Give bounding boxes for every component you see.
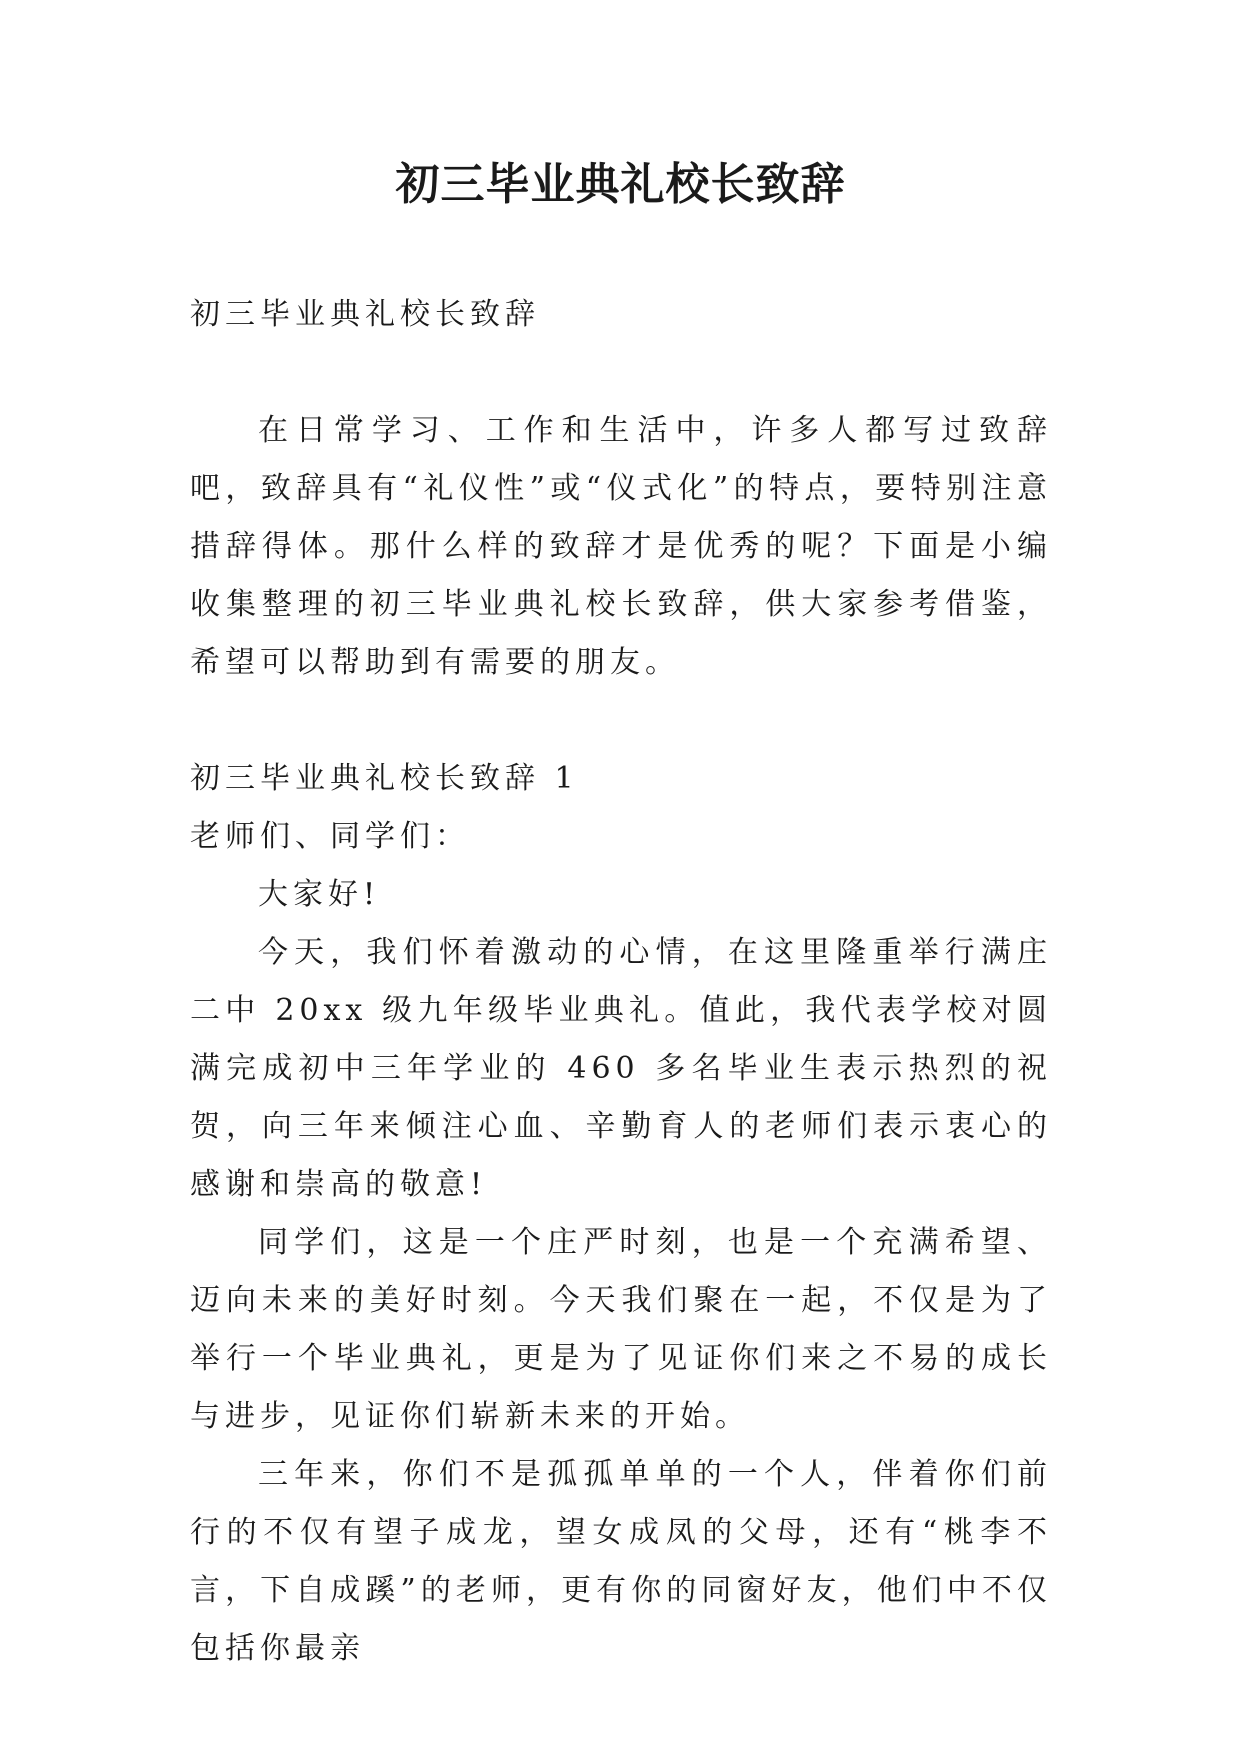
section-heading: 初三毕业典礼校长致辞 1 bbox=[190, 761, 579, 796]
body-paragraph-2: 同学们，这是一个庄严时刻，也是一个充满希望、迈向未来的美好时刻。今天我们聚在一起，不仅是为了举行一个毕业典礼，更是为了见证你们来之不易的成长与进步，见证你们崭新未来的开始。 bbox=[190, 1225, 1052, 1434]
greeting: 大家好! bbox=[258, 877, 381, 912]
body-paragraph-3: 三年来，你们不是孤孤单单的一个人，伴着你们前行的不仅有望子成龙，望女成凤的父母，还有“桃李不言，下自成蹊”的老师，更有你的同窗好友，他们中不仅包括你最亲 bbox=[190, 1457, 1052, 1666]
body-paragraph-1: 今天，我们怀着激动的心情，在这里隆重举行满庄二中 20xx 级九年级毕业典礼。值此，我代表学校对圆满完成初中三年学业的 460 多名毕业生表示热烈的祝贺，向三年来倾注心血、辛勤育人的老师们表示衷心的感谢和崇高的敬意! bbox=[190, 935, 1052, 1202]
document-body bbox=[190, 286, 1052, 1678]
document-title: 初三毕业典礼校长致辞 bbox=[395, 159, 846, 210]
document-subtitle: 初三毕业典礼校长致辞 bbox=[190, 297, 540, 332]
salutation: 老师们、同学们： bbox=[190, 819, 470, 854]
intro-paragraph: 在日常学习、工作和生活中，许多人都写过致辞吧，致辞具有“礼仪性”或“仪式化”的特点，要特别注意措辞得体。那什么样的致辞才是优秀的呢？下面是小编收集整理的初三毕业典礼校长致辞，供大家参考借鉴，希望可以帮助到有需要的朋友。 bbox=[190, 413, 1052, 680]
